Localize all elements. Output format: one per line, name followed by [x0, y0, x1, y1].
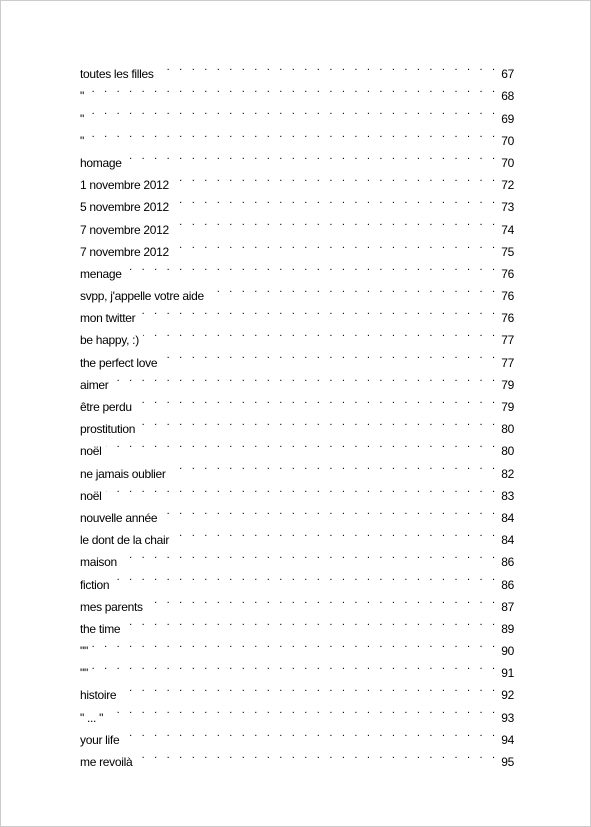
- dot-leader: [88, 78, 498, 100]
- dot-leader: [173, 167, 498, 189]
- dot-leader: [92, 633, 498, 655]
- toc-entry: [80, 677, 514, 703]
- toc-entry-title: ": [80, 89, 84, 104]
- toc-entry-title: svpp, j'appelle votre aide: [80, 289, 204, 304]
- toc-entry: [80, 411, 514, 437]
- toc-entry-page: 67: [501, 67, 514, 82]
- toc-entry-page: 90: [501, 644, 514, 659]
- toc-entry: [80, 744, 514, 769]
- toc-entry-title: le dont de la chair: [80, 533, 170, 548]
- dot-leader: [173, 189, 498, 211]
- toc-entry: [80, 589, 514, 614]
- toc-entry-title: "": [80, 666, 88, 681]
- toc-entry-page: 80: [501, 444, 514, 459]
- toc-entry-page: 77: [501, 333, 514, 348]
- toc-entry-title: nouvelle année: [80, 510, 158, 525]
- dot-leader: [136, 744, 498, 766]
- toc-entry: [80, 100, 514, 126]
- dot-leader: [124, 611, 498, 633]
- toc-entry: [80, 278, 514, 304]
- toc-entry: [80, 544, 514, 570]
- toc-entry: [80, 500, 514, 525]
- toc-entry-page: 91: [501, 666, 514, 681]
- toc-entry: [80, 344, 514, 370]
- dot-leader: [173, 211, 498, 233]
- dot-leader: [107, 699, 498, 721]
- dot-leader: [123, 722, 498, 744]
- toc-entry: [80, 611, 514, 636]
- dot-leader: [139, 300, 498, 322]
- toc-entry-page: 82: [501, 466, 514, 481]
- toc-entry: [80, 78, 514, 104]
- toc-entry-title: prostitution: [80, 422, 136, 437]
- toc-entry: [80, 322, 514, 348]
- toc-entry-page: 83: [501, 488, 514, 503]
- toc-entry-page: 75: [501, 244, 514, 259]
- toc-entry-title: 1 novembre 2012: [80, 178, 169, 193]
- toc-entry-title: être perdu: [80, 400, 132, 414]
- dot-leader: [170, 455, 499, 477]
- toc-entry-title: noël: [80, 488, 102, 503]
- toc-entry: [80, 478, 514, 503]
- dot-leader: [208, 278, 498, 300]
- dot-leader: [139, 411, 498, 433]
- toc-entry-title: " ... ": [80, 710, 104, 725]
- toc-entry-title: noël: [80, 444, 102, 459]
- toc-entry: [80, 300, 514, 326]
- dot-leader: [106, 478, 499, 500]
- toc-entry-title: maison: [80, 555, 117, 570]
- toc-entry: [80, 455, 514, 481]
- toc-entry-page: 69: [501, 111, 514, 126]
- toc-entry: [80, 367, 514, 392]
- toc-entry-page: 70: [501, 133, 514, 148]
- dot-leader: [136, 389, 499, 411]
- toc-entry-title: "": [80, 644, 88, 659]
- toc-entry-title: your life: [80, 732, 120, 747]
- toc-entry-page: 74: [501, 222, 514, 237]
- toc-entry-page: 77: [501, 355, 514, 370]
- toc-entry-page: 79: [501, 377, 514, 392]
- toc-entry-title: toutes les filles: [80, 67, 154, 82]
- dot-leader: [113, 566, 498, 588]
- dot-leader: [143, 322, 498, 344]
- dot-leader: [88, 123, 498, 145]
- toc-entry-title: me revoilà: [80, 755, 133, 769]
- toc-entry-title: histoire: [80, 688, 117, 703]
- toc-entry-page: 68: [501, 89, 514, 104]
- toc-entry-title: fiction: [80, 577, 110, 592]
- toc-entry-page: 73: [501, 200, 514, 215]
- toc-entry-title: the time: [80, 621, 121, 636]
- toc-entry-page: 87: [501, 599, 514, 614]
- toc-entry-page: 84: [501, 510, 514, 525]
- toc-entry-page: 76: [501, 311, 514, 326]
- toc-entry-page: 92: [501, 688, 514, 703]
- toc-entry: [80, 699, 514, 725]
- dot-leader: [161, 500, 498, 522]
- toc-entry-title: mes parents: [80, 599, 143, 614]
- toc-entry-page: 76: [501, 266, 514, 281]
- toc-entry-page: 72: [501, 178, 514, 193]
- toc-entry-title: mon twitter: [80, 311, 136, 326]
- dot-leader: [92, 655, 498, 677]
- dot-leader: [88, 100, 498, 122]
- toc-entry-page: 86: [501, 555, 514, 570]
- toc-entry-title: be happy, :): [80, 333, 139, 348]
- toc-entry-title: the perfect love: [80, 355, 158, 370]
- toc-entry-title: 7 novembre 2012: [80, 222, 169, 237]
- toc-entry-page: 86: [501, 577, 514, 592]
- toc-entry-page: 89: [501, 621, 514, 636]
- toc-entry-page: 95: [501, 755, 514, 769]
- toc-entry-page: 79: [501, 400, 514, 414]
- toc-entry: [80, 722, 514, 747]
- dot-leader: [106, 433, 499, 455]
- dot-leader: [126, 256, 499, 278]
- toc-entry-title: ne jamais oublier: [80, 466, 166, 481]
- toc-entry-title: 7 novembre 2012: [80, 244, 169, 259]
- toc-entry: [80, 56, 514, 82]
- toc-entry: [80, 145, 514, 170]
- toc-entry-page: 93: [501, 710, 514, 725]
- dot-leader: [147, 589, 499, 611]
- toc-entry-title: menage: [80, 266, 122, 281]
- toc-entry-page: 84: [501, 533, 514, 548]
- toc-entry-page: 76: [501, 289, 514, 304]
- toc-entry: [80, 566, 514, 592]
- toc-entry-page: 94: [501, 732, 514, 747]
- dot-leader: [121, 544, 498, 566]
- toc-entry-title: aimer: [80, 377, 109, 392]
- table-of-contents: [80, 56, 514, 769]
- toc-entry: [80, 633, 514, 659]
- toc-entry: [80, 433, 514, 459]
- toc-entry-title: ": [80, 133, 84, 148]
- dot-leader: [120, 677, 498, 699]
- toc-entry: [80, 256, 514, 281]
- dot-leader: [126, 145, 499, 167]
- toc-entry-title: homage: [80, 155, 122, 170]
- dot-leader: [173, 522, 498, 544]
- dot-leader: [158, 56, 499, 78]
- dot-leader: [173, 234, 498, 256]
- toc-entry-title: 5 novembre 2012: [80, 200, 169, 215]
- toc-entry-page: 80: [501, 422, 514, 437]
- toc-entry: [80, 389, 514, 414]
- toc-entry: [80, 123, 514, 148]
- toc-entry-title: ": [80, 111, 84, 126]
- dot-leader: [161, 344, 498, 366]
- toc-entry: [80, 655, 514, 681]
- dot-leader: [113, 367, 499, 389]
- toc-entry-page: 70: [501, 155, 514, 170]
- toc-entry: [80, 167, 514, 193]
